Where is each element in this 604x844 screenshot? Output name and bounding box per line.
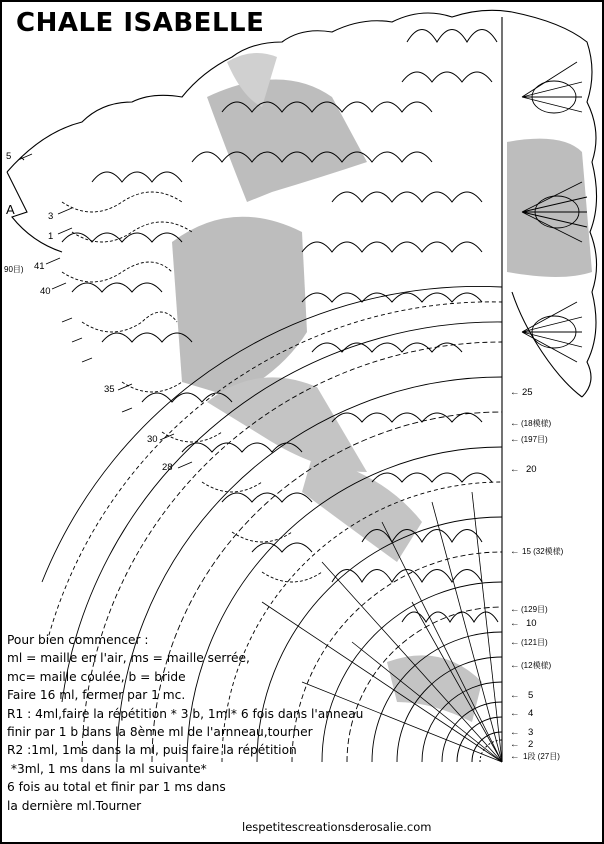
svg-text:(121目): (121目) [521, 638, 548, 647]
page-title: CHALE ISABELLE [16, 8, 265, 38]
svg-text:10: 10 [526, 618, 537, 629]
shaded-fan-bottom [387, 655, 482, 722]
row-marker-15 [510, 546, 564, 557]
row-marker-2 [510, 739, 533, 750]
website-credit: lespetitescreationsderosalie.com [242, 820, 432, 834]
row-marker-left-1: 1 [48, 231, 54, 242]
svg-text:15 (32模様): 15 (32模様) [522, 547, 564, 556]
svg-text:(12模様): (12模様) [521, 661, 552, 670]
svg-text:←: ← [510, 464, 520, 475]
row-marker-5 [510, 690, 533, 701]
row-marker-20 [510, 464, 537, 475]
row-marker-left-5: 5 [6, 151, 12, 162]
svg-text:←: ← [510, 546, 520, 557]
row-marker-left-28: 28 [162, 462, 173, 473]
row-marker-3 [510, 727, 533, 738]
row-marker-left-a: A [6, 202, 15, 217]
row-marker-10 [510, 618, 537, 629]
instruction-line: mc= maille coulée, b = bride [7, 669, 186, 684]
svg-text:←: ← [510, 604, 520, 615]
row-marker-left-3: 3 [48, 211, 54, 222]
svg-text:3: 3 [528, 727, 534, 738]
instruction-line: ml = maille en l'air, ms = maille serrée, [7, 651, 250, 666]
svg-text:←: ← [510, 637, 520, 648]
svg-text:←: ← [510, 690, 520, 701]
svg-text:(18模様): (18模様) [521, 419, 552, 428]
svg-text:←: ← [510, 708, 520, 719]
row-marker-4 [510, 708, 533, 719]
svg-text:←: ← [510, 418, 520, 429]
row-marker-25 [510, 387, 533, 398]
svg-text:5: 5 [528, 690, 534, 701]
shaded-motif-left [172, 217, 307, 397]
instruction-line: la dernière ml.Tourner [7, 798, 142, 813]
row-marker-left-40: 40 [40, 286, 51, 297]
shaded-motif-center [207, 377, 367, 472]
svg-text:25: 25 [522, 387, 533, 398]
svg-text:(197目): (197目) [521, 435, 548, 444]
row-marker-197 [510, 434, 548, 445]
row-marker-left-41: 41 [34, 261, 45, 272]
instruction-line: 6 fois au total et finir par 1 ms dans [7, 780, 226, 795]
row-marker-left-30: 30 [147, 434, 158, 445]
instruction-line: finir par 1 b dans la 8ème ml de l'arnneau,tourner [7, 725, 313, 740]
starting-ring [457, 717, 502, 762]
row-marker-1 [510, 751, 560, 762]
instruction-line: Pour bien commencer : [7, 633, 149, 647]
instruction-line: R1 : 4ml,faire la répétition * 3 b, 1ml* 6 fois dans l'anneau [7, 706, 364, 721]
instruction-line: *3ml, 1 ms dans la ml suivante* [7, 761, 207, 776]
shaded-band-lower [302, 457, 422, 562]
row-marker-129 [510, 604, 548, 615]
shaded-motif-right [507, 139, 592, 277]
svg-text:2: 2 [528, 739, 534, 750]
row-markers-left [4, 151, 192, 473]
svg-text:←: ← [510, 618, 520, 629]
svg-text:4: 4 [528, 708, 534, 719]
svg-text:←: ← [510, 727, 520, 738]
svg-text:←: ← [510, 387, 520, 398]
row-marker-12-motifs [510, 660, 552, 671]
svg-text:←: ← [510, 751, 520, 762]
row-markers-right [510, 387, 564, 762]
svg-text:←: ← [510, 660, 520, 671]
svg-text:1段 (27目): 1段 (27目) [523, 752, 560, 761]
fan-motifs [522, 62, 587, 362]
row-marker-18-motifs [510, 418, 552, 429]
svg-text:(129目): (129目) [521, 605, 548, 614]
row-marker-left-35: 35 [104, 384, 115, 395]
instructions-block [7, 631, 382, 815]
shaded-motif-top [207, 80, 367, 203]
row-marker-left-90: 90目) [4, 265, 24, 274]
row-marker-121 [510, 637, 548, 648]
instruction-line: R2 :1ml, 1ms dans la ml, puis faire la répétition [7, 743, 297, 758]
instruction-line: Faire 16 ml, fermer par 1 mc. [7, 688, 186, 703]
svg-text:←: ← [510, 739, 520, 750]
svg-text:←: ← [510, 434, 520, 445]
svg-text:20: 20 [526, 464, 537, 475]
